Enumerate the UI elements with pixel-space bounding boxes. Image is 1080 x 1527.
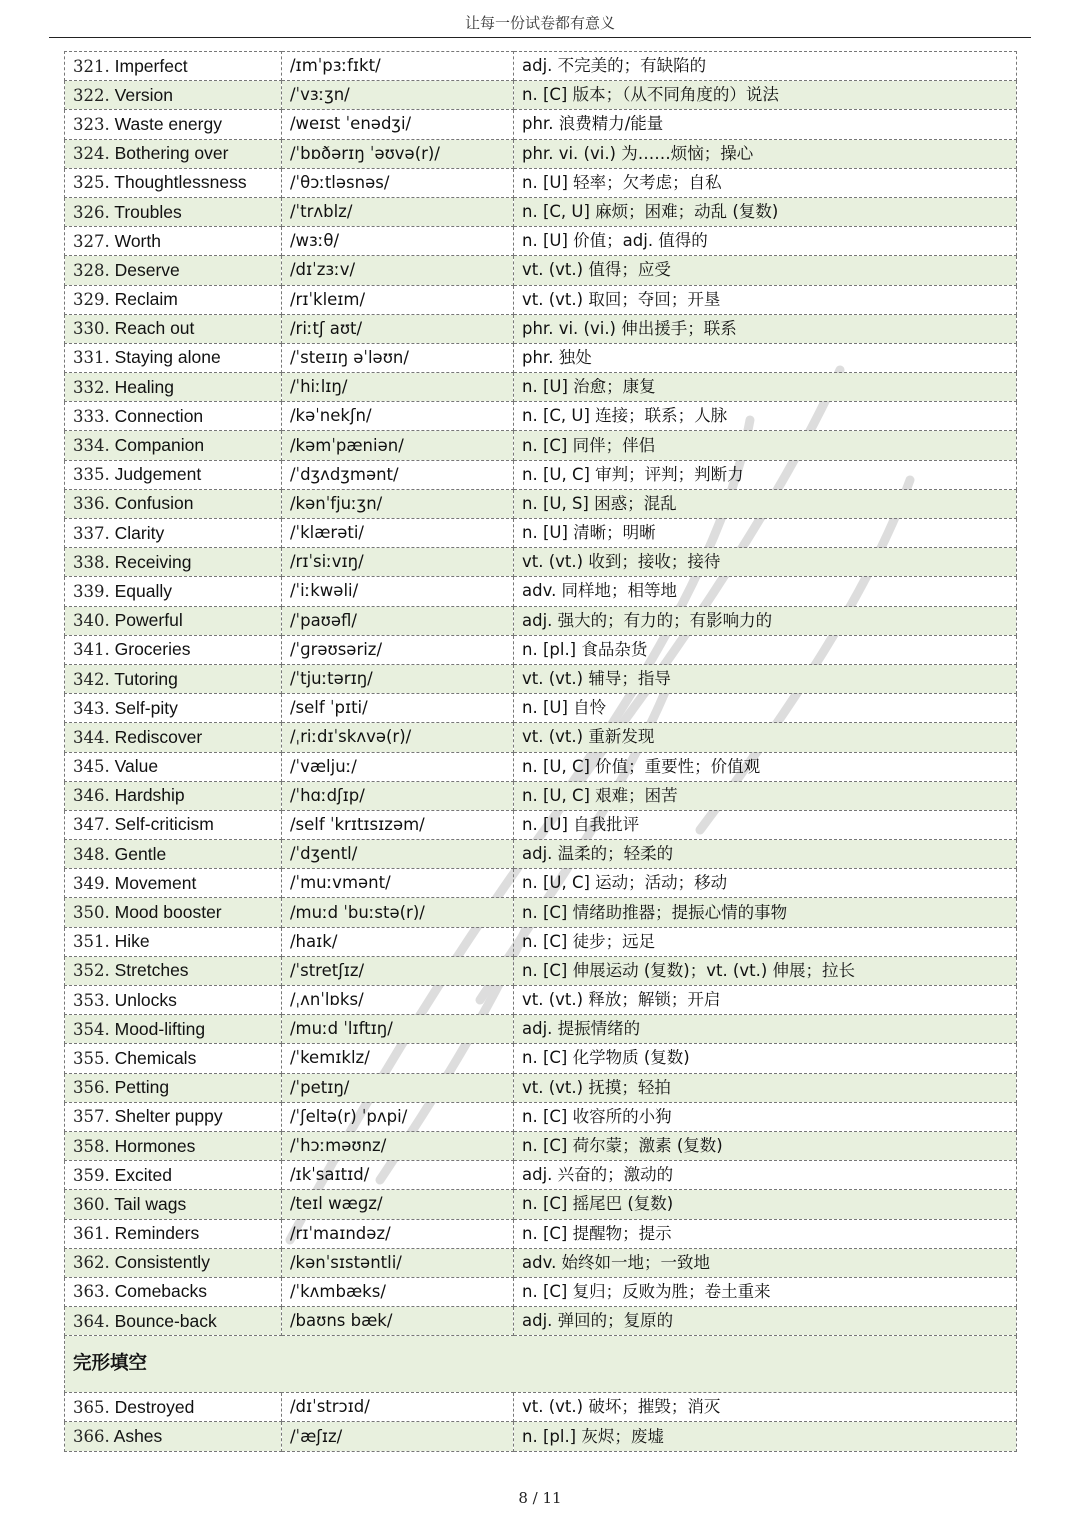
table-row [65, 110, 1017, 139]
word-cell [65, 664, 282, 693]
meaning-cell: adv. 始终如一地；一致地 [514, 1248, 1017, 1277]
table-row [65, 1277, 1017, 1306]
entry-word: Judgement [114, 464, 202, 485]
entry-number: 346. [73, 786, 110, 806]
meaning-cell: n. [U] 清晰；明晰 [514, 519, 1017, 548]
meaning-cell: adj. 兴奋的；激动的 [514, 1161, 1017, 1190]
entry-word: Unlocks [114, 989, 177, 1010]
entry-word: Gentle [114, 843, 167, 864]
entry-word: Rediscover [114, 726, 203, 747]
entry-word: Groceries [114, 639, 191, 660]
entry-word: Self-pity [114, 697, 178, 718]
entry-word: Worth [114, 230, 161, 251]
meaning-cell: vt. (vt.) 释放；解锁；开启 [514, 986, 1017, 1015]
entry-number: 352. [73, 961, 110, 981]
table-row [65, 752, 1017, 781]
entry-word: Comebacks [114, 1281, 208, 1302]
table-row [65, 52, 1017, 81]
phonetic-cell: /ˈθɔːtləsnəs/ [282, 168, 514, 197]
table-row [65, 1131, 1017, 1160]
word-cell [65, 110, 282, 139]
phonetic-cell: /rɪˈkleɪm/ [282, 285, 514, 314]
table-row [65, 197, 1017, 226]
word-cell [65, 869, 282, 898]
table-row [65, 489, 1017, 518]
word-cell [65, 1161, 282, 1190]
phonetic-cell: /ˈdʒentl/ [282, 840, 514, 869]
entry-number: 360. [73, 1194, 110, 1214]
word-cell [65, 694, 282, 723]
entry-word: Excited [114, 1164, 173, 1185]
phonetic-cell: /kəmˈpæniən/ [282, 431, 514, 460]
phonetic-cell: /self ˈkrɪtɪsɪzəm/ [282, 810, 514, 839]
entry-number: 349. [73, 873, 110, 893]
meaning-cell: vt. (vt.) 辅导；指导 [514, 664, 1017, 693]
phonetic-cell: /ˈæʃɪz/ [282, 1422, 514, 1451]
word-cell [65, 723, 282, 752]
table-row [65, 1102, 1017, 1131]
header-divider [49, 37, 1031, 38]
phonetic-cell: /riːtʃ aʊt/ [282, 314, 514, 343]
meaning-cell: n. [U, C] 价值；重要性；价值观 [514, 752, 1017, 781]
entry-number: 348. [73, 844, 110, 864]
word-cell [65, 840, 282, 869]
phonetic-cell: /kənˈsɪstəntli/ [282, 1248, 514, 1277]
entry-number: 328. [73, 260, 110, 280]
entry-number: 324. [73, 144, 110, 164]
entry-number: 353. [73, 990, 110, 1010]
meaning-cell: n. [pl.] 灰烬；废墟 [514, 1422, 1017, 1451]
entry-word: Ashes [113, 1426, 163, 1447]
table-row [65, 1161, 1017, 1190]
table-row [65, 1307, 1017, 1336]
table-row [65, 168, 1017, 197]
meaning-cell: n. [C] 化学物质 (复数) [514, 1044, 1017, 1073]
entry-number: 362. [73, 1253, 110, 1273]
meaning-cell: vt. (vt.) 抚摸；轻拍 [514, 1073, 1017, 1102]
entry-word: Equally [114, 580, 173, 601]
entry-number: 340. [73, 611, 110, 631]
table-row [65, 548, 1017, 577]
word-cell [65, 343, 282, 372]
word-cell [65, 1393, 282, 1422]
entry-number: 336. [73, 494, 110, 514]
word-cell [65, 1219, 282, 1248]
word-cell [65, 635, 282, 664]
table-row [65, 1248, 1017, 1277]
entry-number: 361. [73, 1224, 110, 1244]
word-cell [65, 986, 282, 1015]
table-row [65, 694, 1017, 723]
entry-word: Staying alone [114, 347, 221, 368]
meaning-cell: n. [C] 徒步；远足 [514, 927, 1017, 956]
entry-word: Shelter puppy [114, 1106, 223, 1127]
table-row [65, 373, 1017, 402]
meaning-cell: n. [C] 荷尔蒙；激素 (复数) [514, 1131, 1017, 1160]
word-cell [65, 285, 282, 314]
entry-number: 358. [73, 1136, 110, 1156]
phonetic-cell: /ˈsteɪɪŋ əˈləʊn/ [282, 343, 514, 372]
entry-number: 337. [73, 523, 110, 543]
meaning-cell: adj. 温柔的；轻柔的 [514, 840, 1017, 869]
entry-word: Deserve [114, 259, 180, 280]
phonetic-cell: /ˈstretʃɪz/ [282, 956, 514, 985]
entry-word: Companion [114, 435, 205, 456]
phonetic-cell: /ɪkˈsaɪtɪd/ [282, 1161, 514, 1190]
entry-word: Clarity [114, 522, 165, 543]
word-cell [65, 781, 282, 810]
table-row [65, 343, 1017, 372]
word-cell [65, 577, 282, 606]
table-row [65, 927, 1017, 956]
phonetic-cell: /ˈpaʊəfl/ [282, 606, 514, 635]
word-cell [65, 227, 282, 256]
meaning-cell: n. [C] 复归；反败为胜；卷土重来 [514, 1277, 1017, 1306]
phonetic-cell: /self ˈpɪti/ [282, 694, 514, 723]
phonetic-cell: /kənˈfjuːʒn/ [282, 489, 514, 518]
entry-word: Chemicals [114, 1047, 197, 1068]
meaning-cell: phr. 浪费精力/能量 [514, 110, 1017, 139]
entry-number: 332. [73, 377, 110, 397]
word-cell [65, 168, 282, 197]
entry-word: Hormones [114, 1135, 196, 1156]
word-cell [65, 489, 282, 518]
entry-word: Self-criticism [114, 814, 214, 835]
entry-word: Mood booster [114, 902, 222, 923]
table-row [65, 1073, 1017, 1102]
entry-number: 341. [73, 640, 110, 660]
phonetic-cell: /ˈkemɪklz/ [282, 1044, 514, 1073]
word-cell [65, 373, 282, 402]
table-row [65, 1044, 1017, 1073]
meaning-cell: vt. (vt.) 值得；应受 [514, 256, 1017, 285]
word-cell [65, 1102, 282, 1131]
entry-number: 350. [73, 903, 110, 923]
phonetic-cell: /ˈɡrəʊsəriz/ [282, 635, 514, 664]
entry-word: Confusion [114, 493, 194, 514]
meaning-cell: n. [U] 价值；adj. 值得的 [514, 227, 1017, 256]
phonetic-cell: /ˈvæljuː/ [282, 752, 514, 781]
meaning-cell: n. [C] 版本；（从不同角度的）说法 [514, 81, 1017, 110]
entry-number: 344. [73, 727, 110, 747]
word-cell [65, 1277, 282, 1306]
entry-number: 333. [73, 406, 110, 426]
phonetic-cell: /weɪst ˈenədʒi/ [282, 110, 514, 139]
meaning-cell: vt. (vt.) 收到；接收；接待 [514, 548, 1017, 577]
entry-number: 338. [73, 552, 110, 572]
phonetic-cell: /dɪˈstrɔɪd/ [282, 1393, 514, 1422]
entry-word: Reminders [114, 1223, 200, 1244]
entry-word: Waste energy [114, 113, 222, 134]
entry-number: 326. [73, 202, 110, 222]
entry-word: Reclaim [114, 289, 178, 310]
entry-word: Value [114, 756, 159, 777]
word-cell [65, 519, 282, 548]
entry-number: 359. [73, 1165, 110, 1185]
table-row [65, 606, 1017, 635]
entry-number: 366. [73, 1427, 110, 1447]
word-cell [65, 898, 282, 927]
entry-word: Imperfect [114, 55, 188, 76]
meaning-cell: n. [U, C] 审判；评判；判断力 [514, 460, 1017, 489]
word-cell [65, 606, 282, 635]
meaning-cell: n. [C, U] 连接；联系；人脉 [514, 402, 1017, 431]
meaning-cell: n. [C] 提醒物；提示 [514, 1219, 1017, 1248]
entry-word: Thoughtlessness [114, 172, 247, 193]
table-row [65, 256, 1017, 285]
meaning-cell: adj. 弹回的；复原的 [514, 1307, 1017, 1336]
entry-number: 347. [73, 815, 110, 835]
phonetic-cell: /ˈdʒʌdʒmənt/ [282, 460, 514, 489]
phonetic-cell: /ˈʃeltə(r) ˈpʌpi/ [282, 1102, 514, 1131]
page-number: 8 / 11 [518, 1489, 562, 1507]
entry-number: 345. [73, 757, 110, 777]
meaning-cell: n. [U, C] 艰难；困苦 [514, 781, 1017, 810]
phonetic-cell: /wɜːθ/ [282, 227, 514, 256]
phonetic-cell: /muːd ˈbuːstə(r)/ [282, 898, 514, 927]
phonetic-cell: /ˈvɜːʒn/ [282, 81, 514, 110]
meaning-cell: n. [C] 摇尾巴 (复数) [514, 1190, 1017, 1219]
meaning-cell: phr. 独处 [514, 343, 1017, 372]
entry-word: Mood-lifting [114, 1018, 206, 1039]
phonetic-cell: /rɪˈsiːvɪŋ/ [282, 548, 514, 577]
entry-word: Tutoring [114, 668, 178, 689]
phonetic-cell: /ˈhiːlɪŋ/ [282, 373, 514, 402]
section-title: 完形填空 [65, 1336, 1017, 1393]
entry-word: Powerful [114, 610, 183, 631]
table-row [65, 431, 1017, 460]
table-row [65, 1015, 1017, 1044]
meaning-cell: n. [U, S] 困惑；混乱 [514, 489, 1017, 518]
entry-number: 357. [73, 1107, 110, 1127]
table-row [65, 869, 1017, 898]
entry-number: 351. [73, 932, 110, 952]
meaning-cell: n. [U] 轻率；欠考虑；自私 [514, 168, 1017, 197]
entry-number: 327. [73, 231, 110, 251]
entry-number: 325. [73, 173, 110, 193]
phonetic-cell: /ˈtjuːtərɪŋ/ [282, 664, 514, 693]
phonetic-cell: /kəˈnekʃn/ [282, 402, 514, 431]
entry-word: Healing [114, 376, 174, 397]
table-row [65, 1219, 1017, 1248]
entry-number: 363. [73, 1282, 110, 1302]
word-cell [65, 460, 282, 489]
phonetic-cell: /ˈpetɪŋ/ [282, 1073, 514, 1102]
entry-word: Troubles [114, 201, 182, 222]
phonetic-cell: /ˌriːdɪˈskʌvə(r)/ [282, 723, 514, 752]
entry-number: 334. [73, 436, 110, 456]
word-cell [65, 927, 282, 956]
table-row [65, 460, 1017, 489]
word-cell [65, 431, 282, 460]
meaning-cell: n. [C] 收容所的小狗 [514, 1102, 1017, 1131]
word-cell [65, 1044, 282, 1073]
table-row [65, 314, 1017, 343]
entry-number: 321. [73, 56, 110, 76]
phonetic-cell: /ˈtrʌblz/ [282, 197, 514, 226]
table-row [65, 810, 1017, 839]
word-cell [65, 752, 282, 781]
word-cell [65, 1015, 282, 1044]
meaning-cell: n. [U, C] 运动；活动；移动 [514, 869, 1017, 898]
table-row [65, 723, 1017, 752]
meaning-cell: adj. 不完美的；有缺陷的 [514, 52, 1017, 81]
meaning-cell: vt. (vt.) 取回；夺回；开垦 [514, 285, 1017, 314]
phonetic-cell: /ˈhɔːməʊnz/ [282, 1131, 514, 1160]
word-cell [65, 314, 282, 343]
meaning-cell: adj. 强大的；有力的；有影响力的 [514, 606, 1017, 635]
word-cell [65, 1190, 282, 1219]
word-cell [65, 956, 282, 985]
entry-number: 364. [73, 1311, 110, 1331]
entry-number: 354. [73, 1019, 110, 1039]
phonetic-cell: /rɪˈmaɪndəz/ [282, 1219, 514, 1248]
entry-number: 356. [73, 1078, 110, 1098]
word-cell [65, 256, 282, 285]
table-row [65, 840, 1017, 869]
table-row [65, 1190, 1017, 1219]
word-cell [65, 52, 282, 81]
word-cell [65, 1248, 282, 1277]
entry-word: Receiving [114, 551, 192, 572]
meaning-cell: adv. 同样地；相等地 [514, 577, 1017, 606]
table-row [65, 81, 1017, 110]
table-row [65, 285, 1017, 314]
table-row [65, 986, 1017, 1015]
phonetic-cell: /teɪl wæɡz/ [282, 1190, 514, 1219]
entry-word: Bounce-back [114, 1310, 217, 1331]
meaning-cell: phr. vi. (vi.) 伸出援手；联系 [514, 314, 1017, 343]
entry-number: 335. [73, 465, 110, 485]
entry-word: Version [114, 84, 173, 105]
entry-word: Hardship [114, 785, 185, 806]
entry-word: Destroyed [114, 1396, 195, 1417]
phonetic-cell: /muːd ˈlɪftɪŋ/ [282, 1015, 514, 1044]
word-cell [65, 810, 282, 839]
table-row [65, 898, 1017, 927]
entry-number: 329. [73, 290, 110, 310]
entry-number: 342. [73, 669, 110, 689]
phonetic-cell: /ˈhɑːdʃɪp/ [282, 781, 514, 810]
meaning-cell: adj. 提振情绪的 [514, 1015, 1017, 1044]
entry-number: 323. [73, 114, 110, 134]
meaning-cell: n. [C] 同伴；伴侣 [514, 431, 1017, 460]
phonetic-cell: /ˈiːkwəli/ [282, 577, 514, 606]
entry-word: Reach out [114, 318, 195, 339]
table-row [65, 1393, 1017, 1422]
page-header-title: 让每一份试卷都有意义 [464, 14, 615, 32]
meaning-cell: vt. (vt.) 破坏；摧毁；消灭 [514, 1393, 1017, 1422]
phonetic-cell: /ɪmˈpɜːfɪkt/ [282, 52, 514, 81]
entry-word: Hike [114, 931, 150, 952]
meaning-cell: n. [U] 自我批评 [514, 810, 1017, 839]
meaning-cell: vt. (vt.) 重新发现 [514, 723, 1017, 752]
phonetic-cell: /ˈmuːvmənt/ [282, 869, 514, 898]
entry-word: Connection [114, 405, 204, 426]
meaning-cell: n. [C] 伸展运动 (复数)；vt. (vt.) 伸展；拉长 [514, 956, 1017, 985]
word-cell [65, 548, 282, 577]
table-row [65, 781, 1017, 810]
entry-word: Bothering over [114, 143, 229, 164]
word-cell [65, 139, 282, 168]
meaning-cell: n. [pl.] 食品杂货 [514, 635, 1017, 664]
phonetic-cell: /dɪˈzɜːv/ [282, 256, 514, 285]
table-row [65, 635, 1017, 664]
table-row [65, 1422, 1017, 1451]
entry-number: 331. [73, 348, 110, 368]
phonetic-cell: /ˈklærəti/ [282, 519, 514, 548]
phonetic-cell: /ˈbɒðərɪŋ ˈəʊvə(r)/ [282, 139, 514, 168]
table-row [65, 139, 1017, 168]
entry-number: 355. [73, 1048, 110, 1068]
phonetic-cell: /ˌʌnˈlɒks/ [282, 986, 514, 1015]
entry-word: Consistently [114, 1252, 210, 1273]
entry-word: Movement [114, 872, 197, 893]
entry-number: 339. [73, 581, 110, 601]
word-cell [65, 1422, 282, 1451]
word-cell [65, 1307, 282, 1336]
word-cell [65, 402, 282, 431]
meaning-cell: n. [C, U] 麻烦；困难；动乱 (复数) [514, 197, 1017, 226]
section-row [65, 1336, 1017, 1393]
word-cell [65, 1131, 282, 1160]
meaning-cell: n. [U] 自怜 [514, 694, 1017, 723]
table-row [65, 402, 1017, 431]
word-cell [65, 1073, 282, 1102]
table-row [65, 577, 1017, 606]
meaning-cell: n. [U] 治愈；康复 [514, 373, 1017, 402]
meaning-cell: phr. vi. (vi.) 为……烦恼；操心 [514, 139, 1017, 168]
vocabulary-table [64, 51, 1017, 1452]
table-row [65, 664, 1017, 693]
phonetic-cell: /baʊns bæk/ [282, 1307, 514, 1336]
entry-number: 365. [73, 1397, 110, 1417]
entry-word: Tail wags [114, 1193, 187, 1214]
entry-number: 343. [73, 698, 110, 718]
entry-number: 322. [73, 85, 110, 105]
word-cell [65, 81, 282, 110]
table-row [65, 956, 1017, 985]
table-row [65, 519, 1017, 548]
phonetic-cell: /ˈkʌmbæks/ [282, 1277, 514, 1306]
word-cell [65, 197, 282, 226]
meaning-cell: n. [C] 情绪助推器；提振心情的事物 [514, 898, 1017, 927]
entry-word: Petting [114, 1077, 170, 1098]
table-row [65, 227, 1017, 256]
phonetic-cell: /haɪk/ [282, 927, 514, 956]
entry-word: Stretches [114, 960, 189, 981]
entry-number: 330. [73, 319, 110, 339]
